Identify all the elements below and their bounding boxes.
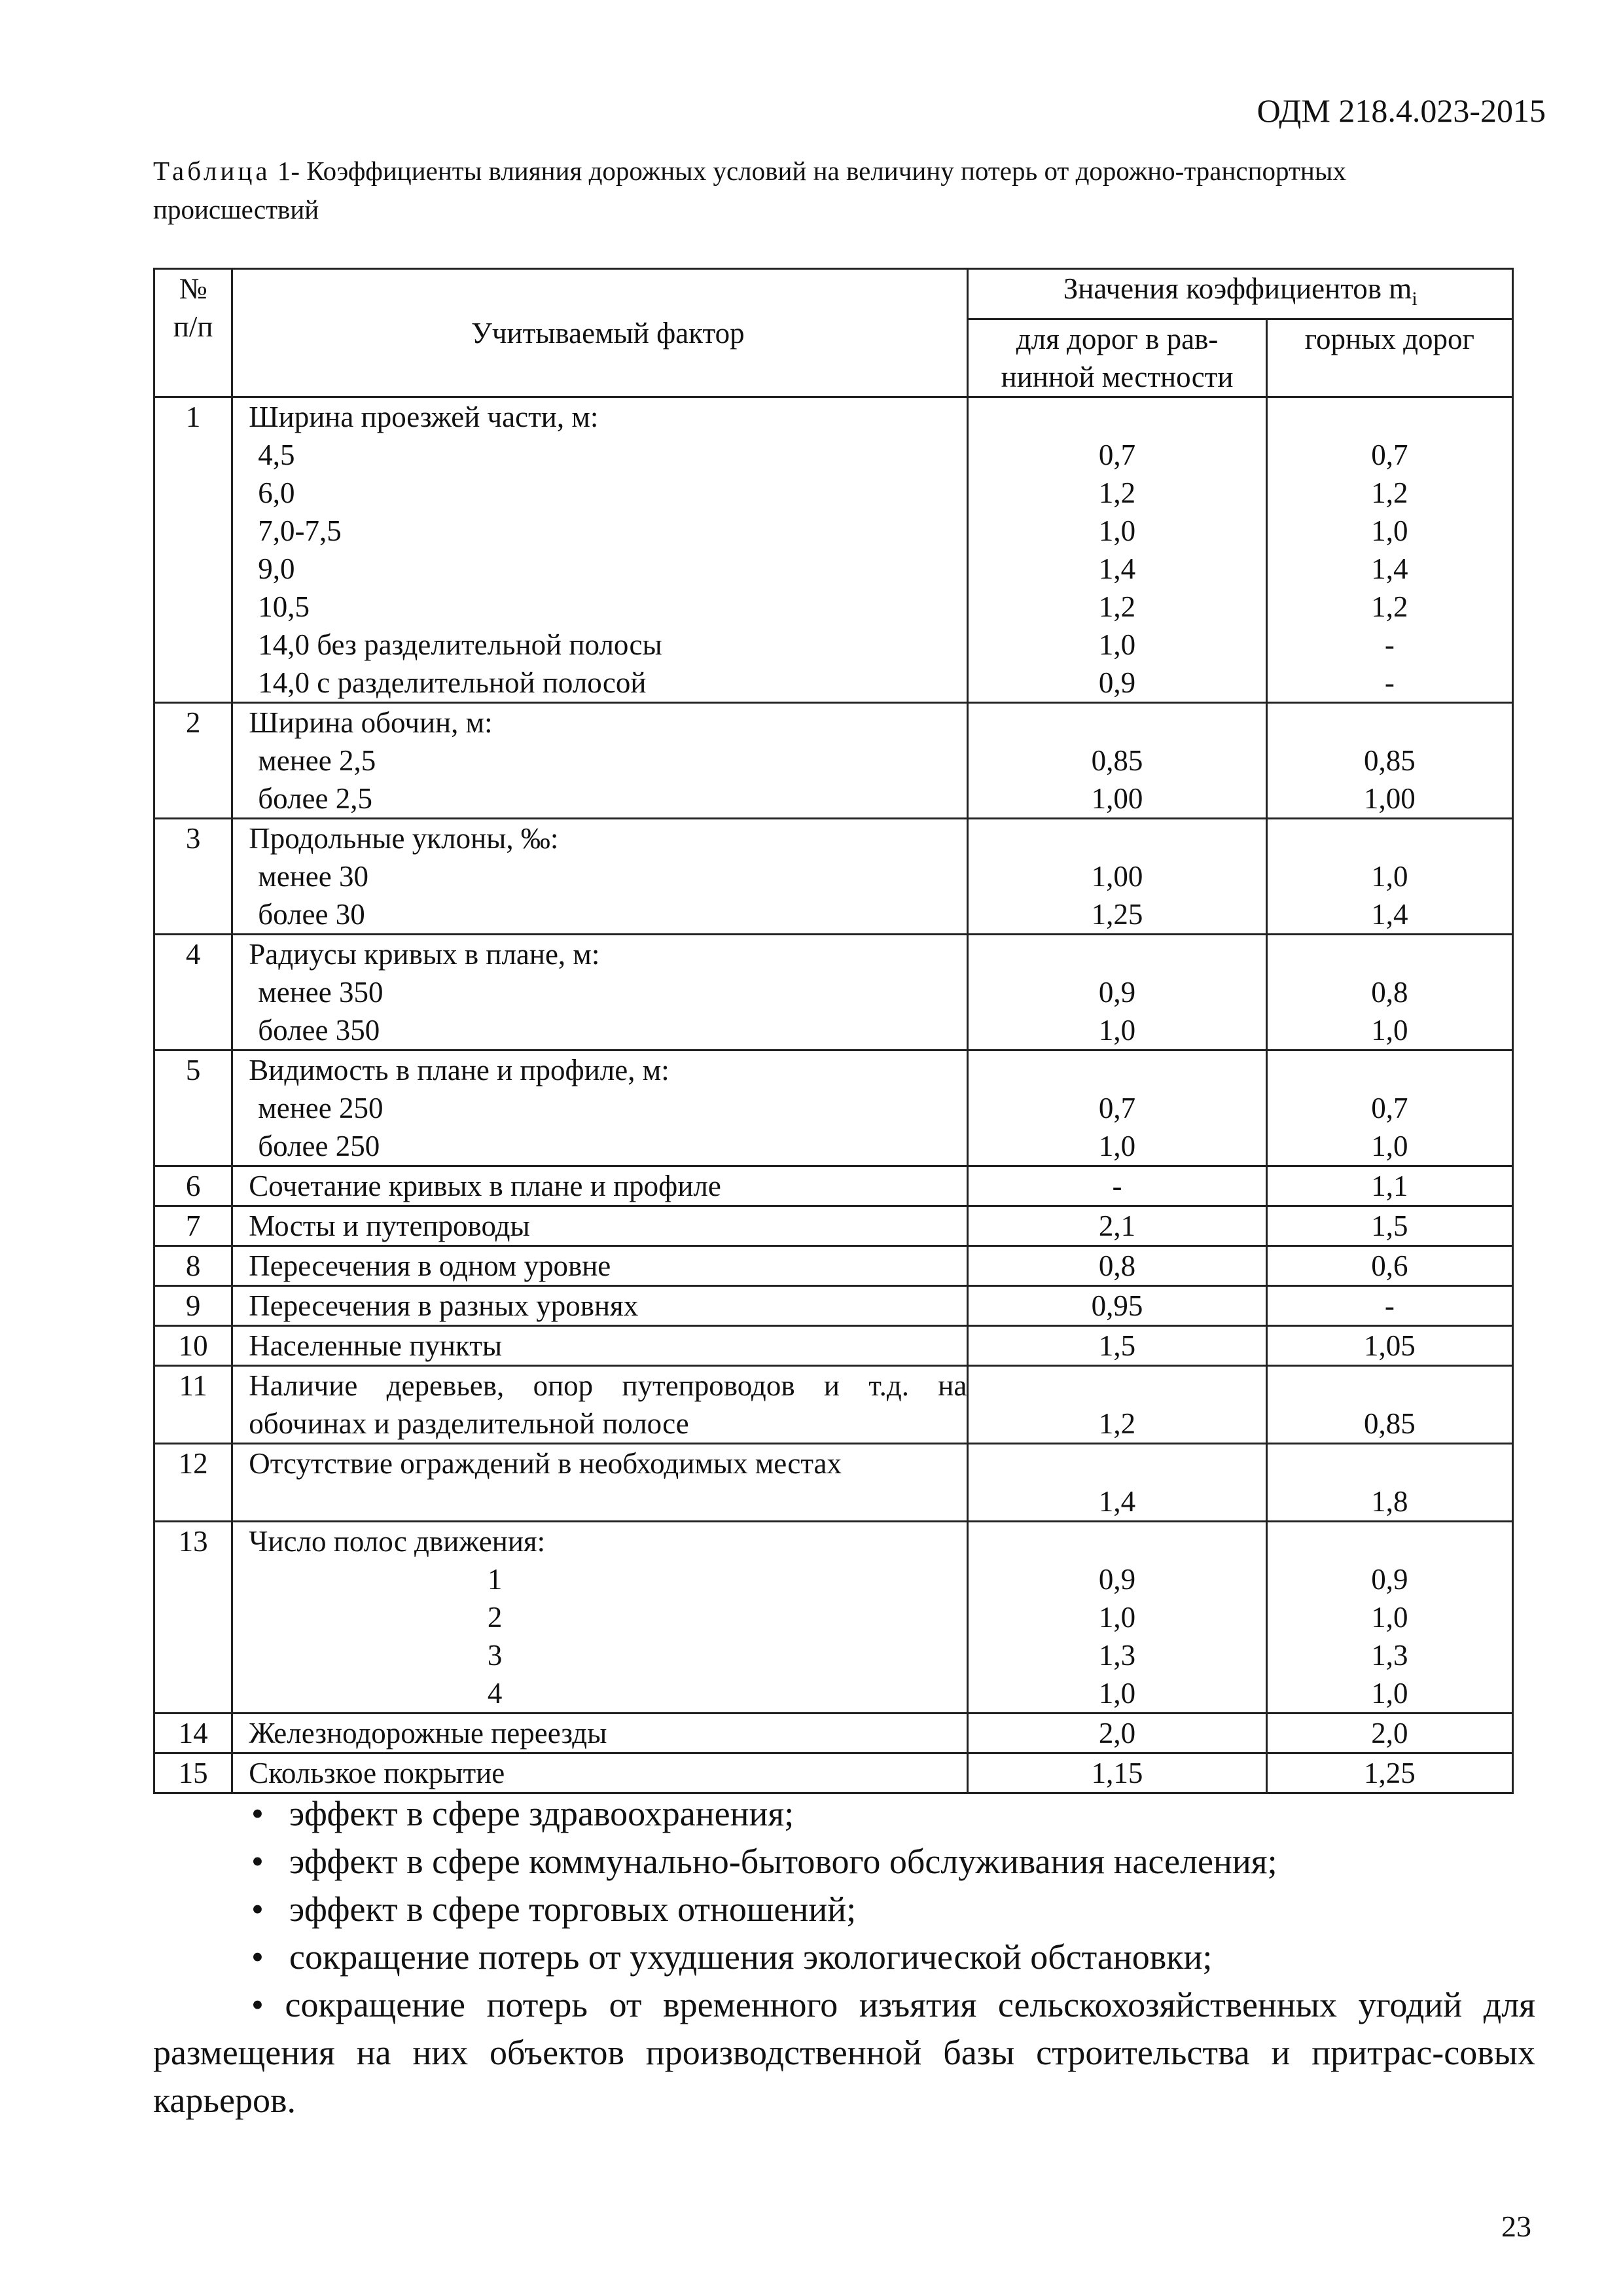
table-row — [154, 1366, 1513, 1444]
mountain-value-cell: 1,0 1,4 — [1266, 819, 1512, 935]
plain-value-cell: 0,7 1,2 1,0 1,4 1,2 1,0 0,9 — [968, 397, 1266, 703]
table-row — [154, 1713, 1513, 1753]
table-row — [154, 397, 1513, 703]
bullet-item: • эффект в сфере здравоохранения; — [251, 1794, 794, 1833]
plain-value-cell: 1,15 — [968, 1753, 1266, 1793]
factor-cell: Продольные уклоны, ‰: менее 30 более 30 — [232, 819, 968, 935]
table-row — [154, 1326, 1513, 1366]
row-number-cell: 6 — [154, 1166, 232, 1206]
row-number-cell: 10 — [154, 1326, 232, 1366]
plain-value-cell: - — [968, 1166, 1266, 1206]
plain-value-cell: 2,0 — [968, 1713, 1266, 1753]
row-number-cell: 15 — [154, 1753, 232, 1793]
header-number: № п/п — [154, 269, 232, 397]
table-row — [154, 1166, 1513, 1206]
table-caption — [153, 152, 1482, 229]
mountain-value-cell: 0,7 1,2 1,0 1,4 1,2 - - — [1266, 397, 1512, 703]
table-row — [154, 1753, 1513, 1793]
factor-cell: Радиусы кривых в плане, м: менее 350 более 350 — [232, 935, 968, 1050]
page-number: 23 — [1501, 2210, 1531, 2243]
table-row — [154, 1286, 1513, 1326]
mountain-value-cell: 0,7 1,0 — [1266, 1050, 1512, 1166]
table-row — [154, 1050, 1513, 1166]
header-plain: для дорог в рав- нинной местности — [968, 319, 1266, 397]
plain-value-cell: 0,9 1,0 1,3 1,0 — [968, 1522, 1266, 1713]
table-row — [154, 935, 1513, 1050]
plain-value-cell: 0,85 1,00 — [968, 703, 1266, 819]
factor-cell: Пересечения в одном уровне — [232, 1246, 968, 1286]
row-number-cell: 12 — [154, 1444, 232, 1522]
plain-value-cell: 0,7 1,0 — [968, 1050, 1266, 1166]
table-row — [154, 1246, 1513, 1286]
document-code: ОДМ 218.4.023-2015 — [1257, 92, 1546, 129]
factor-cell: Ширина обочин, м: менее 2,5 более 2,5 — [232, 703, 968, 819]
row-number-cell: 3 — [154, 819, 232, 935]
plain-value-cell: 0,95 — [968, 1286, 1266, 1326]
table-row — [154, 819, 1513, 935]
plain-value-cell: 1,2 — [968, 1366, 1266, 1444]
table-row — [154, 703, 1513, 819]
mountain-value-cell: 1,1 — [1266, 1166, 1512, 1206]
row-number-cell: 7 — [154, 1206, 232, 1246]
header-values-group: Значения коэффициентов $m_i$ — [968, 269, 1513, 319]
plain-value-cell: 1,5 — [968, 1326, 1266, 1366]
row-number-cell: 1 — [154, 397, 232, 703]
mountain-value-cell: 1,5 — [1266, 1206, 1512, 1246]
factor-cell: Мосты и путепроводы — [232, 1206, 968, 1246]
factor-cell: Наличие деревьев, опор путепроводов и т.д. на обочинах и разделительной полосе — [232, 1366, 968, 1444]
plain-value-cell: 2,1 — [968, 1206, 1266, 1246]
table-row — [154, 1522, 1513, 1713]
header-factor: Учитываемый фактор — [232, 269, 968, 397]
bullet-item-paragraph: • сокращение потерь от временного изъятия сельскохозяйственных угодий для размещения на них объектов производственной базы строительства и притрас-совых карьеров. — [153, 1985, 1535, 2120]
row-number-cell: 14 — [154, 1713, 232, 1753]
mountain-value-cell: - — [1266, 1286, 1512, 1326]
mountain-value-cell: 0,85 — [1266, 1366, 1512, 1444]
factor-cell: Сочетание кривых в плане и профиле — [232, 1166, 968, 1206]
plain-value-cell: 0,8 — [968, 1246, 1266, 1286]
plain-value-cell: 1,00 1,25 — [968, 819, 1266, 935]
plain-value-cell: 0,9 1,0 — [968, 935, 1266, 1050]
factor-cell: Ширина проезжей части, м: 4,5 6,0 7,0-7,5 9,0 10,5 14,0 без разделительной полосы 14,0 с разделительной полосой — [232, 397, 968, 703]
table-header-row — [154, 269, 1513, 319]
factor-cell: Число полос движения: 1 2 3 4 — [232, 1522, 968, 1713]
mountain-value-cell: 1,8 — [1266, 1444, 1512, 1522]
header-mountain: горных дорог — [1266, 319, 1512, 397]
coefficients-table — [153, 268, 1514, 1794]
bullet-item: • эффект в сфере торговых отношений; — [251, 1890, 857, 1929]
row-number-cell: 2 — [154, 703, 232, 819]
mountain-value-cell: 1,25 — [1266, 1753, 1512, 1793]
mountain-value-cell: 0,85 1,00 — [1266, 703, 1512, 819]
row-number-cell: 4 — [154, 935, 232, 1050]
factor-cell: Населенные пункты — [232, 1326, 968, 1366]
table-row — [154, 1206, 1513, 1246]
factor-cell: Пересечения в разных уровнях — [232, 1286, 968, 1326]
factor-cell: Отсутствие ограждений в необходимых местах — [232, 1444, 968, 1522]
mountain-value-cell: 2,0 — [1266, 1713, 1512, 1753]
row-number-cell: 9 — [154, 1286, 232, 1326]
row-number-cell: 8 — [154, 1246, 232, 1286]
plain-value-cell: 1,4 — [968, 1444, 1266, 1522]
row-number-cell: 5 — [154, 1050, 232, 1166]
factor-cell: Железнодорожные переезды — [232, 1713, 968, 1753]
mountain-value-cell: 0,9 1,0 1,3 1,0 — [1266, 1522, 1512, 1713]
mountain-value-cell: 1,05 — [1266, 1326, 1512, 1366]
table-caption-label: Таблица — [153, 156, 271, 186]
row-number-cell: 11 — [154, 1366, 232, 1444]
table-caption-text: 1- Коэффициенты влияния дорожных условий на величину потерь от дорожно-транспортных происшествий — [153, 156, 1346, 224]
row-number-cell: 13 — [154, 1522, 232, 1713]
factor-cell: Видимость в плане и профиле, м: менее 250 более 250 — [232, 1050, 968, 1166]
mountain-value-cell: 0,6 — [1266, 1246, 1512, 1286]
bullet-item: • эффект в сфере коммунально-бытового обслуживания населения; — [251, 1842, 1277, 1881]
factor-cell: Скользкое покрытие — [232, 1753, 968, 1793]
bullet-item: • сокращение потерь от ухудшения экологической обстановки; — [251, 1937, 1213, 1977]
mountain-value-cell: 0,8 1,0 — [1266, 935, 1512, 1050]
bullet-list — [153, 1790, 1535, 2125]
table-row — [154, 1444, 1513, 1522]
